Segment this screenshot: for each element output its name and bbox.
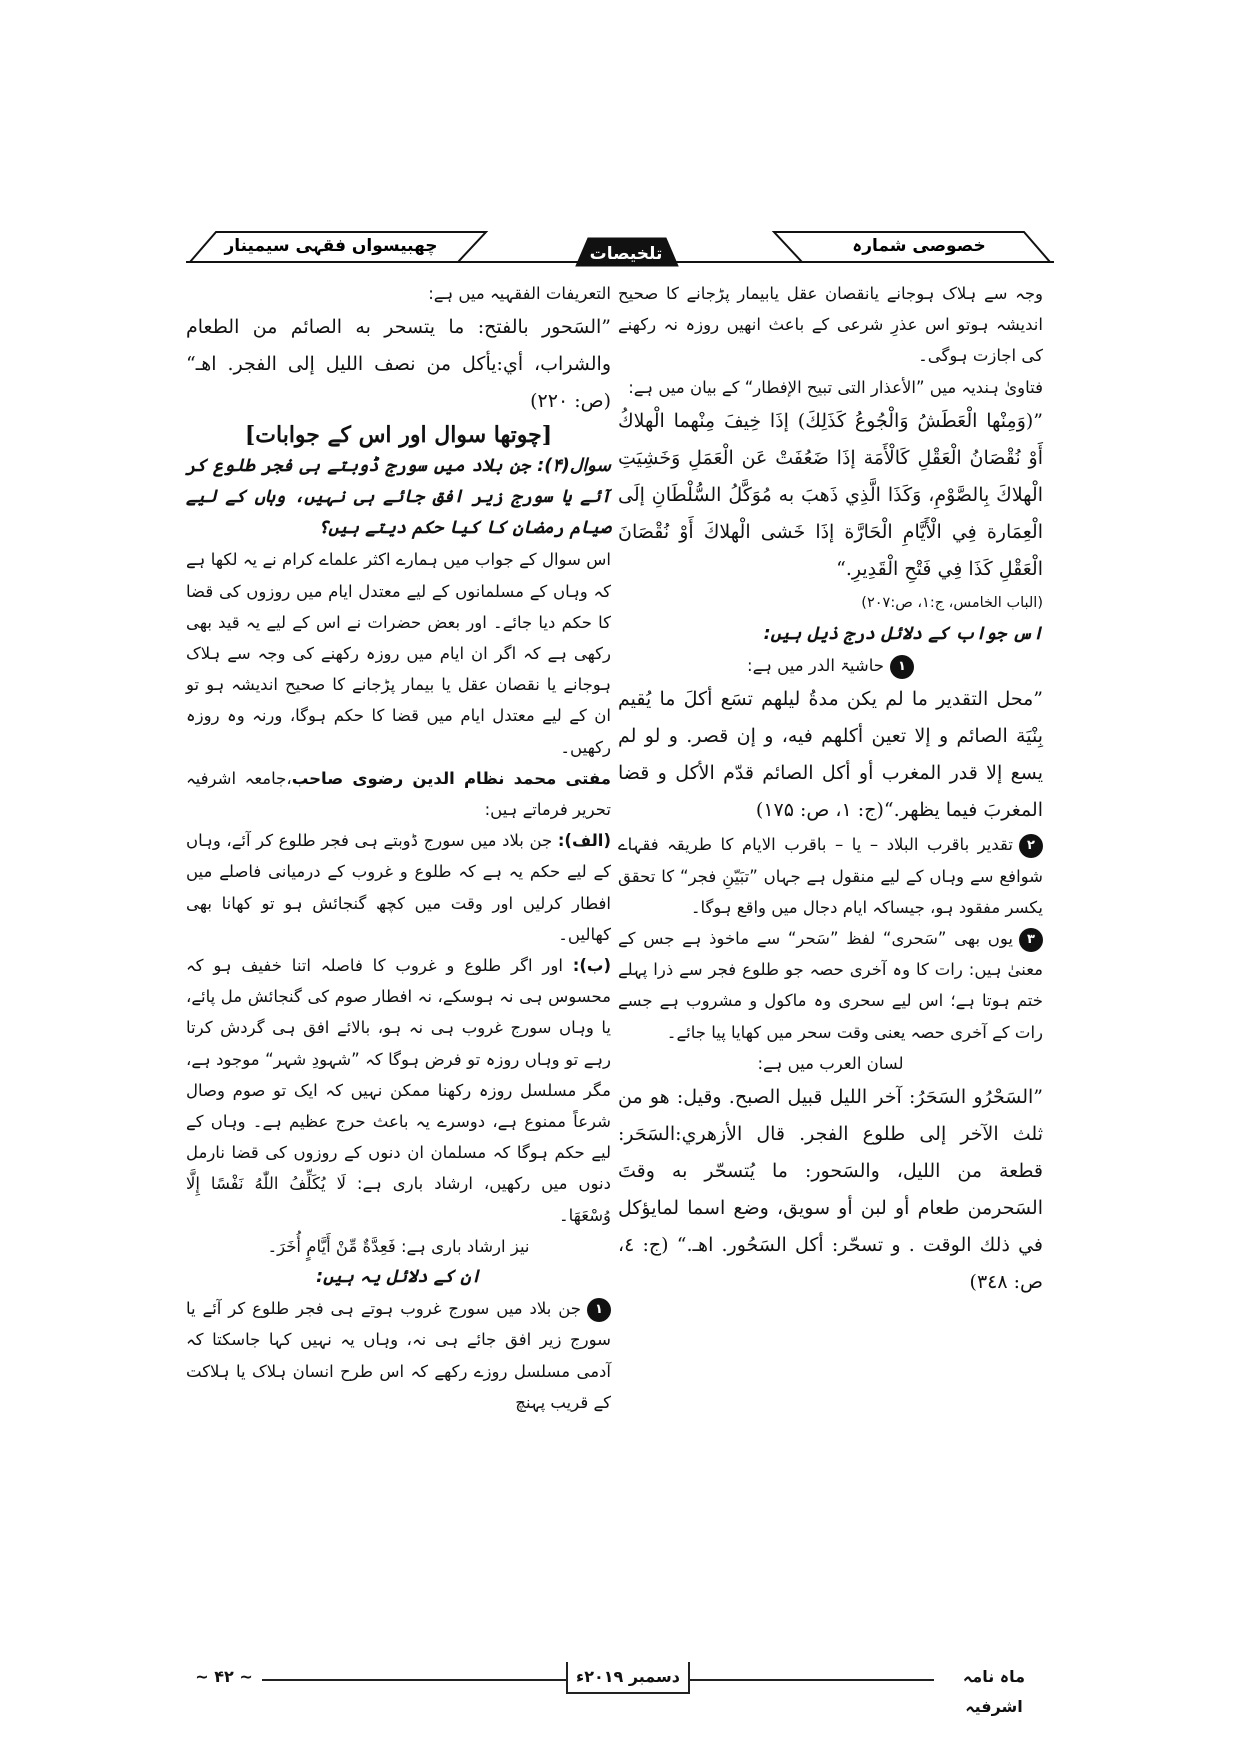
clause-text: اور اگر طلوع و غروب کا فاصلہ اتنا خفیف ہو کہ محسوس ہی نہ ہوسکے، نہ افطار صوم کی گنجائش مل پائے، یا وہاں سورج غروب ہی نہ ہو، بالائے افق ہی گردش کرتا رہے تو وہاں روزہ تو فرض ہوگا کہ ”شہودِ شہر“ موجود ہے، مگر مسلسل روزہ رکھنا ممکن نہیں کہ ایک تو صوم وصال شرعاً ممنوع ہے، دوسرے یہ باعث حرج عظیم ہے۔ وہاں کے لیے حکم ہوگا کہ مسلمان ان دنوں کے روزوں کی قضا نارمل دنوں میں رکھیں، ارشاد باری ہے: لَا يُكَلِّفُ اللّٰهُ نَفْسًا إِلَّا وُسْعَهَا۔: [186, 956, 611, 1225]
author-affiliation: ،جامعہ اشرفیہ تحریر فرماتے ہیں:: [186, 768, 611, 820]
paragraph: اس سوال کے جواب میں ہمارے اکثر علماے کرام نے یہ لکھا ہے کہ وہاں کے مسلمانوں کے لیے معتدل ایام میں روزوں کی قضا کا حکم دیا جائے۔ اور بعض حضرات نے اس کے لیے یہ قید بھی رکھی ہے کہ اگر ان ایام میں روزہ رکھنے کی وجہ سے ہلاک ہوجانے یا نقصان عقل یا بیمار پڑجانے کا صحیح اندیشہ ہو تو ان کے لیے معتدل ایام میں قضا کا حکم ہوگا، ورنہ وہ روزہ رکھیں۔: [186, 550, 611, 757]
author-name: مفتی محمد نظام الدین رضوی صاحب: [291, 768, 611, 788]
clause-label: (ب):: [572, 956, 611, 976]
number-badge: ۱: [587, 1298, 611, 1322]
footer-magazine-name: ماہ نامہ اشرفیہ: [934, 1662, 1054, 1692]
list-item-text: تقدیر باقرب البلاد – یا – باقرب الایام کا طریقہ فقہاے شوافع سے وہاں کے لیے منقول ہے جہاں ”تبَيّنِ فجر“ کا تحقق یکسر مفقود ہو، جیساکہ ایام دجال میں واقع ہوگا۔: [618, 835, 1043, 917]
list-item: [186, 1293, 611, 1418]
page-footer: [186, 1662, 1054, 1716]
clause-label: (الف):: [557, 831, 611, 851]
paragraph: [186, 825, 611, 950]
paragraph: [186, 950, 611, 1231]
left-column: [186, 278, 611, 1418]
arabic-quote: ”محل التقدير ما لم يكن مدةُ ليلهم تسَع أكلَ ما يُقيم بِنْيَة الصائم و إلا تعين أكلهم فيه، و إن قصر. و لو لم يسع إلا قدر المغرب أو أكل الصائم قدّم الأكل و قضا المغربَ فيما يظهر.“(ج: ۱، ص: ۱۷۵): [618, 688, 1043, 822]
section-subheading: ان کے دلائل یہ ہیں:: [316, 1267, 481, 1288]
header-seminar-label: چھبیسواں فقہی سیمینار: [224, 236, 438, 256]
paragraph: نیز ارشاد باری ہے: فَعِدَّةٌ مِّنْ أَيَّامٍ أُخَرَ۔: [267, 1236, 530, 1256]
header-issue-label: خصوصی شمارہ: [852, 236, 986, 256]
question-text: سوال(۴): جن بلاد میں سورج ڈوبتے ہی فجر طلوع کر آئے یا سورج زیر افق جائے ہی نہیں، وہاں کے لیے صیام رمضان کا کیا حکم دیتے ہیں؟: [186, 456, 611, 539]
list-item: [618, 829, 1043, 923]
clause-text: جن بلاد میں سورج ڈوبتے ہی فجر طلوع کر آئے، وہاں کے لیے حکم یہ ہے کہ طلوع و غروب کے درمیانی فاصلے میں افطار کرلیں اور وقت میں کچھ گنجائش ہو تو کھانا بھی کھالیں۔: [186, 831, 611, 944]
list-item-text: یوں بھی ”سَحری“ لفظ ”سَحر“ سے ماخوذ ہے جس کے معنیٰ ہیں: رات کا وہ آخری حصہ جو طلوع فجر سے ذرا پہلے ختم ہوتا ہے؛ اس لیے سحری وہ ماکول و مشروب ہے جسے رات کے آخری حصہ یعنی وقت سحر میں کھایا پیا جائے۔: [618, 929, 1043, 1042]
list-item: [618, 650, 1043, 681]
arabic-quote: ”السَحور بالفتح: ما يتسحر به الصائم من الطعام والشراب، أي:يأكل من نصف الليل إلى الفجر. اهـ“ (ص: ۲۲۰): [186, 316, 611, 413]
footer-date: دسمبر ۲۰۱۹ء: [566, 1662, 690, 1694]
list-item-text: جن بلاد میں سورج غروب ہوتے ہی فجر طلوع کر آئے یا سورج زیر افق جائے ہی نہ، وہاں یہ نہیں کہا جاسکتا کہ آدمی مسلسل روزے رکھے کہ اس طرح انسان ہلاک یا ہلاکت کے قریب پہنچ: [186, 1299, 611, 1412]
arabic-quote: ”السَحْرُو السَحَرُ: آخر الليل قبيل الصبح. وقيل: هو من ثلث الآخر إلى طلوع الفجر. قال الأزهري:السَحَر: قطعة من الليل، والسَحور: ما يُتسحّر به وقتَ السَحرمن طعام أو لبن أو سويق، وضع اسما لمايؤكل في ذلك الوقت . و تسحّر: أكل السَحُور. اهـ.“ (ج: ٤، ص: ٣٤٨): [618, 1086, 1043, 1294]
list-item: [618, 923, 1043, 1048]
citation: (الباب الخامس، ج:۱، ص:۲۰۷): [861, 594, 1043, 611]
right-column: [618, 278, 1043, 1301]
section-subheading: اس جواب کے دلائل درج ذیل ہیں:: [763, 624, 1043, 645]
paragraph: وجہ سے ہلاک ہوجانے یانقصان عقل یابیمار پڑجانے کا صحیح اندیشہ ہوتو اس عذرِ شرعی کے باعث انھیں روزہ نہ رکھنے کی اجازت ہوگی۔: [618, 284, 1043, 366]
paragraph: فتاویٰ ہندیہ میں ”الأعذار التی تبیح الإفطار“ کے بیان میں ہے:: [628, 377, 1043, 397]
arabic-quote: ”(وَمِنْها الْعَطَشُ وَالْجُوعُ كَذَلِكَ) إذَا خِيفَ مِنْهما الْهلاكُ أَوْ نُقْصَانُ الْعَقْلِ كَالْأَمَة إذَا ضَعُفَتْ عَن الْعَمَلِ وَخَشِيَتِ الْهلاكَ بِالصَّوْمِ، وَكَذَا الَّذِي ذَهبَ به مُوَكَّلُ السُّلْطَانِ إلَى الْعِمَارة فِي الْأَيَّامِ الْحَارَّة إذَا خَشى الْهلاكَ أَوْ نُقْصَانَ الْعَقْلِ كَذَا فِي فَتْحِ الْقَدِيرِ.“: [618, 409, 1043, 580]
number-badge: ۲: [1019, 834, 1043, 858]
list-item-text: حاشیۃ الدر میں ہے:: [747, 656, 884, 676]
page-header: [186, 228, 1054, 268]
section-heading: [چوتھا سوال اور اس کے جوابات]: [244, 422, 553, 449]
header-section-label: تلخیصات: [589, 244, 663, 264]
number-badge: ۳: [1019, 928, 1043, 952]
number-badge: ۱: [890, 655, 914, 679]
footer-page-number: ~ ۴۲ ~: [186, 1662, 262, 1692]
paragraph: [186, 763, 611, 825]
paragraph: لسان العرب میں ہے:: [757, 1053, 904, 1073]
paragraph: التعریفات الفقہیہ میں ہے:: [428, 284, 611, 303]
